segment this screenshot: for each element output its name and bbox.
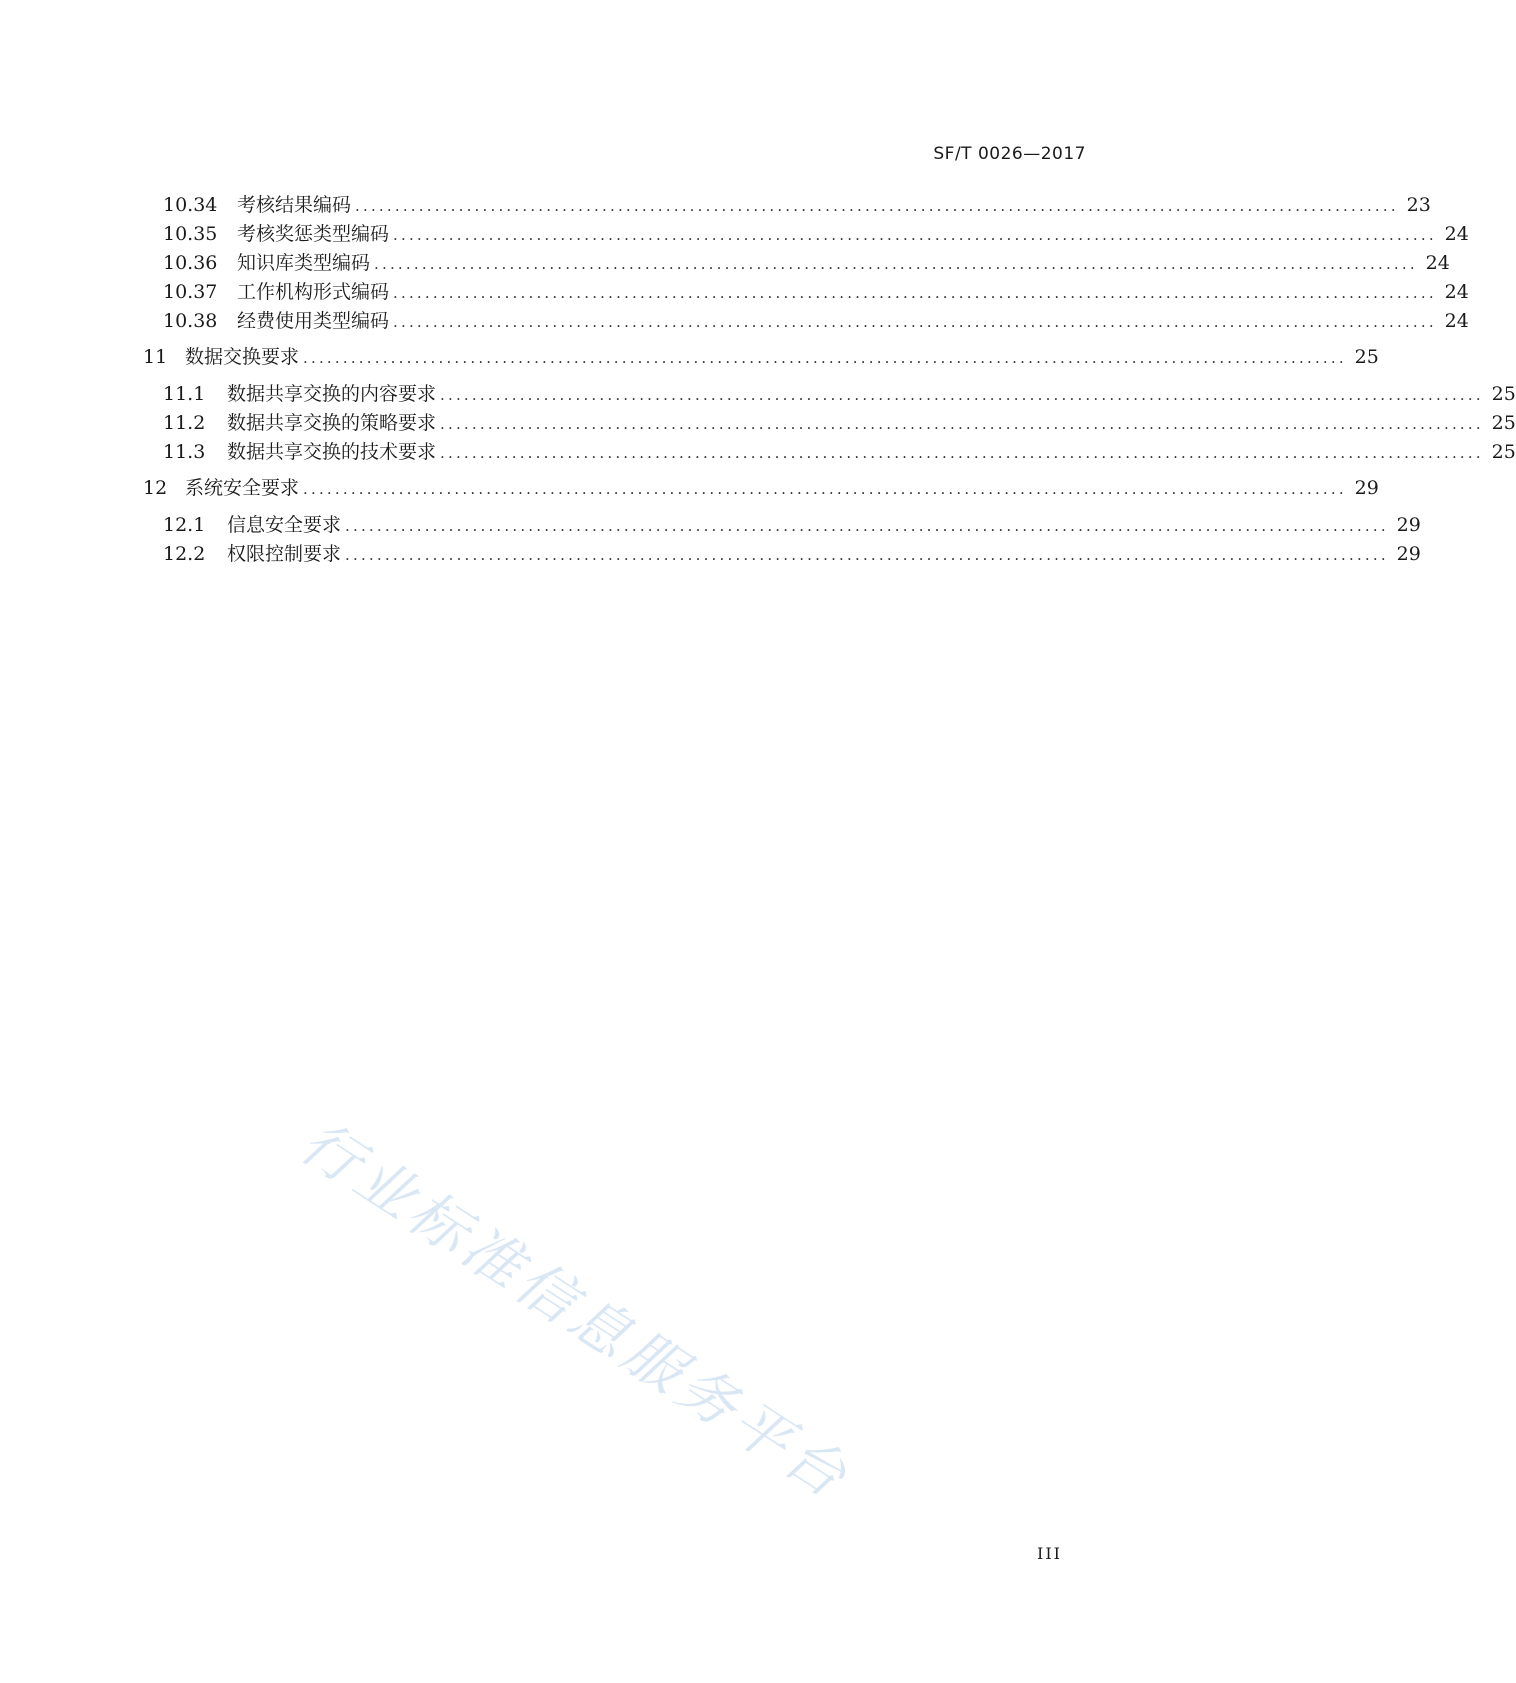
toc-leader-dots: ................................................................................................................................... [374,255,1418,273]
toc-entry-title: 数据交换要求 [185,346,300,368]
toc-entry-title: 数据共享交换的技术要求 [227,441,437,463]
toc-entry-page: 29 [1354,477,1379,499]
toc-leader-dots: ................................................................................................................................... [345,546,1389,564]
toc-entry-12-1[interactable] [163,512,1421,538]
toc-entry-10-35[interactable] [163,221,1469,247]
page-number: III [1037,1544,1062,1563]
toc-entry-title: 工作机构形式编码 [237,281,390,303]
toc-entry-number: 11.1 [163,383,206,405]
toc-entry-number: 11.3 [163,441,206,463]
toc-leader-dots: ................................................................................................................................... [393,226,1437,244]
toc-entry-number: 11.2 [163,412,206,434]
toc-entry-title: 信息安全要求 [227,514,342,536]
toc-entry-page: 29 [1396,514,1421,536]
toc-entry-12[interactable] [143,475,1379,501]
toc-entry-title: 知识库类型编码 [237,252,371,274]
toc-entry-number: 10.34 [163,194,218,216]
toc-entry-page: 29 [1396,543,1421,565]
toc-leader-dots: ................................................................................................................................... [440,386,1484,404]
toc-entry-10-38[interactable] [163,308,1469,334]
watermark: 行业标准信息服务平台 [288,1107,863,1514]
toc-entry-number: 10.38 [163,310,218,332]
toc-entry-title: 系统安全要求 [185,477,300,499]
toc-entry-title: 数据共享交换的策略要求 [227,412,437,434]
toc-entry-number: 11 [143,346,168,368]
toc-entry-page: 25 [1491,441,1516,463]
toc-entry-12-2[interactable] [163,541,1421,567]
toc-entry-10-34[interactable] [163,192,1431,218]
standard-code: SF/T 0026—2017 [933,144,1086,164]
toc-leader-dots: ................................................................................................................................... [355,197,1399,215]
toc-leader-dots: ................................................................................................................................... [393,313,1437,331]
toc-entry-page: 24 [1444,223,1469,245]
toc-entry-page: 23 [1406,194,1431,216]
toc-entry-page: 24 [1444,281,1469,303]
toc-entry-page: 25 [1491,383,1516,405]
toc-entry-number: 12 [143,477,168,499]
toc-entry-number: 10.37 [163,281,218,303]
toc-entry-11-2[interactable] [163,410,1516,436]
toc-entry-title: 经费使用类型编码 [237,310,390,332]
toc-entry-number: 12.2 [163,543,206,565]
toc-entry-title: 考核奖惩类型编码 [237,223,390,245]
toc-entry-10-36[interactable] [163,250,1450,276]
toc-entry-number: 12.1 [163,514,206,536]
toc-leader-dots: ................................................................................................................................... [303,349,1347,367]
toc-leader-dots: ................................................................................................................................... [345,517,1389,535]
toc-entry-11[interactable] [143,344,1379,370]
toc-leader-dots: ................................................................................................................................... [440,444,1484,462]
toc-entry-title: 权限控制要求 [227,543,342,565]
toc-entry-number: 10.36 [163,252,218,274]
toc-entry-title: 考核结果编码 [237,194,352,216]
toc-entry-11-3[interactable] [163,439,1516,465]
toc-entry-11-1[interactable] [163,381,1516,407]
toc-entry-page: 25 [1354,346,1379,368]
toc-entry-page: 25 [1491,412,1516,434]
toc-leader-dots: ................................................................................................................................... [440,415,1484,433]
toc-entry-10-37[interactable] [163,279,1469,305]
toc-entry-number: 10.35 [163,223,218,245]
toc-entry-title: 数据共享交换的内容要求 [227,383,437,405]
toc-leader-dots: ................................................................................................................................... [303,480,1347,498]
toc-entry-page: 24 [1444,310,1469,332]
toc-entry-page: 24 [1425,252,1450,274]
toc-leader-dots: ................................................................................................................................... [393,284,1437,302]
